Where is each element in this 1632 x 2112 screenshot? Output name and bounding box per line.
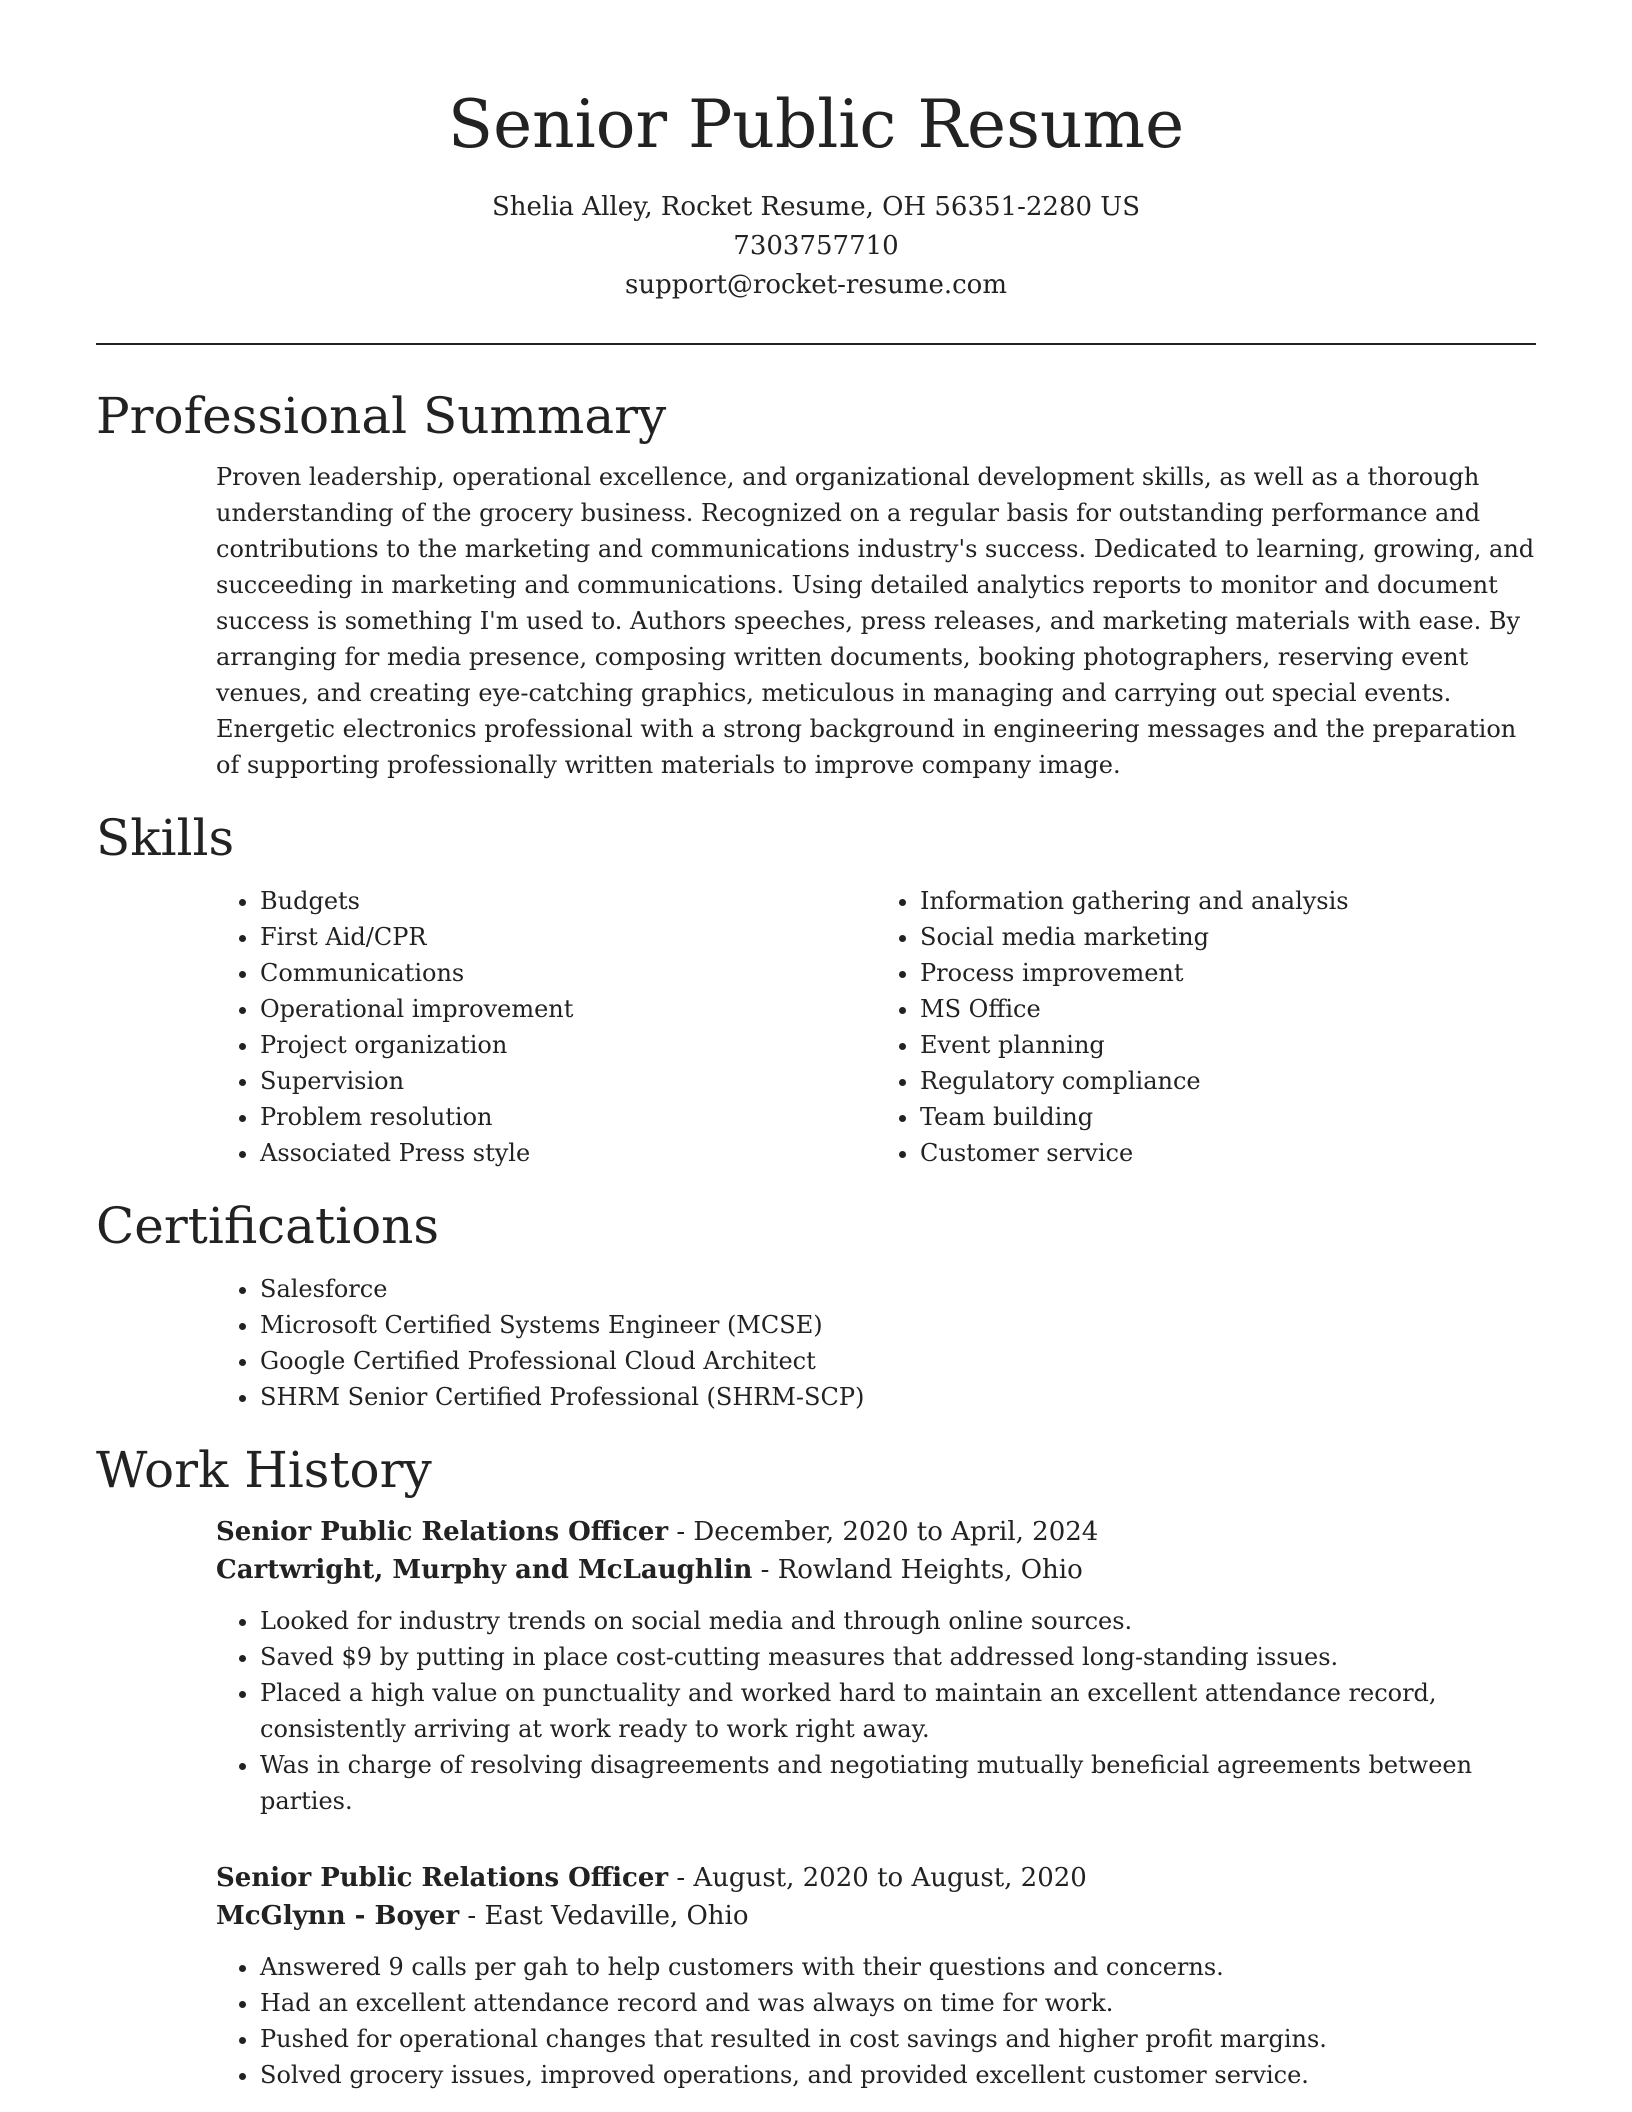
job-location: - East Vedaville, Ohio [459,1901,749,1931]
summary-section [96,383,1536,783]
contact-phone: 7303757710 [733,231,899,261]
summary-text: Proven leadership, operational excellence, and organizational development skills, as well as a thorough understanding of the grocery business. Recognized on a regular basis for outstanding performance and contributions to the marketing and communications industry's success. Dedicated to learning, growing, and succeeding in marketing and communications. Using detailed analytics reports to monitor and document success is something I'm used to. Authors speeches, press releases, and marketing materials with ease. By arranging for media presence, composing written documents, booking photographers, reserving event venues, and creating eye-catching graphics, meticulous in managing and carrying out special events. Energetic electronics professional with a strong background in engineering messages and the preparation of supporting professionally written materials to improve company image. [216,463,1535,779]
skill-item: • Process improvement [920,955,1536,991]
work-history-heading: Work History [96,1441,432,1499]
skill-item: • Information gathering and analysis [920,883,1536,919]
job-duties-list [216,1603,1536,1819]
work-history-section [96,1437,1536,2093]
skill-item: • MS Office [920,991,1536,1027]
skill-item: • Project organization [260,1027,876,1063]
skill-item: • Budgets [260,883,876,919]
certifications-list [216,1271,1536,1415]
job-duties-list [216,1949,1536,2093]
job-company: McGlynn - Boyer [216,1901,460,1931]
skill-item: • Social media marketing [920,919,1536,955]
skill-item: • Team building [920,1099,1536,1135]
job-title: Senior Public Relations Officer [216,1863,669,1893]
job-entry [216,1859,1536,2093]
header-divider [96,343,1536,345]
contact-info [96,188,1536,305]
job-duty: • Solved grocery issues, improved operations, and provided excellent customer service. [260,2057,1536,2093]
skills-section [96,805,1536,1171]
job-company-line [216,1551,1536,1589]
job-duty: • Saved $9 by putting in place cost-cutting measures that addressed long-standing issues. [260,1639,1536,1675]
skill-item: • Communications [260,955,876,991]
summary-heading: Professional Summary [96,387,667,445]
job-title: Senior Public Relations Officer [216,1517,669,1547]
skill-item: • Operational improvement [260,991,876,1027]
job-duty: • Pushed for operational changes that resulted in cost savings and higher profit margins. [260,2021,1536,2057]
certification-item: • Salesforce [260,1271,1536,1307]
job-dates: - December, 2020 to April, 2024 [668,1517,1099,1547]
skill-item: • First Aid/CPR [260,919,876,955]
job-company: Cartwright, Murphy and McLaughlin [216,1555,753,1585]
certification-item: • Microsoft Certified Systems Engineer (MCSE) [260,1307,1536,1343]
resume-header [96,0,1536,305]
job-duty: • Answered 9 calls per gah to help customers with their questions and concerns. [260,1949,1536,1985]
job-duty: • Was in charge of resolving disagreements and negotiating mutually beneficial agreements between parties. [260,1747,1536,1819]
skill-item: • Event planning [920,1027,1536,1063]
job-dates: - August, 2020 to August, 2020 [668,1863,1087,1893]
skills-left-list [216,883,876,1171]
job-duty: • Placed a high value on punctuality and worked hard to maintain an excellent attendance record, consistently arriving at work ready to work right away. [260,1675,1536,1747]
contact-address: Shelia Alley, Rocket Resume, OH 56351-2280 US [491,192,1141,222]
job-title-line [216,1513,1536,1551]
job-duty: • Looked for industry trends on social media and through online sources. [260,1603,1536,1639]
skills-heading: Skills [96,809,235,867]
skill-item: • Customer service [920,1135,1536,1171]
skill-item: • Associated Press style [260,1135,876,1171]
job-entry [216,1513,1536,1819]
certifications-heading: Certifications [96,1197,440,1255]
skill-item: • Regulatory compliance [920,1063,1536,1099]
contact-email: support@rocket-resume.com [624,270,1007,300]
skill-item: • Problem resolution [260,1099,876,1135]
certification-item: • Google Certified Professional Cloud Architect [260,1343,1536,1379]
job-title-line [216,1859,1536,1897]
certifications-section [96,1193,1536,1415]
job-duty: • Had an excellent attendance record and was always on time for work. [260,1985,1536,2021]
resume-title: Senior Public Resume [447,86,1185,163]
skills-right-list [876,883,1536,1171]
skill-item: • Supervision [260,1063,876,1099]
certification-item: • SHRM Senior Certified Professional (SHRM-SCP) [260,1379,1536,1415]
job-company-line [216,1897,1536,1935]
skills-grid [216,883,1536,1171]
job-location: - Rowland Heights, Ohio [752,1555,1083,1585]
